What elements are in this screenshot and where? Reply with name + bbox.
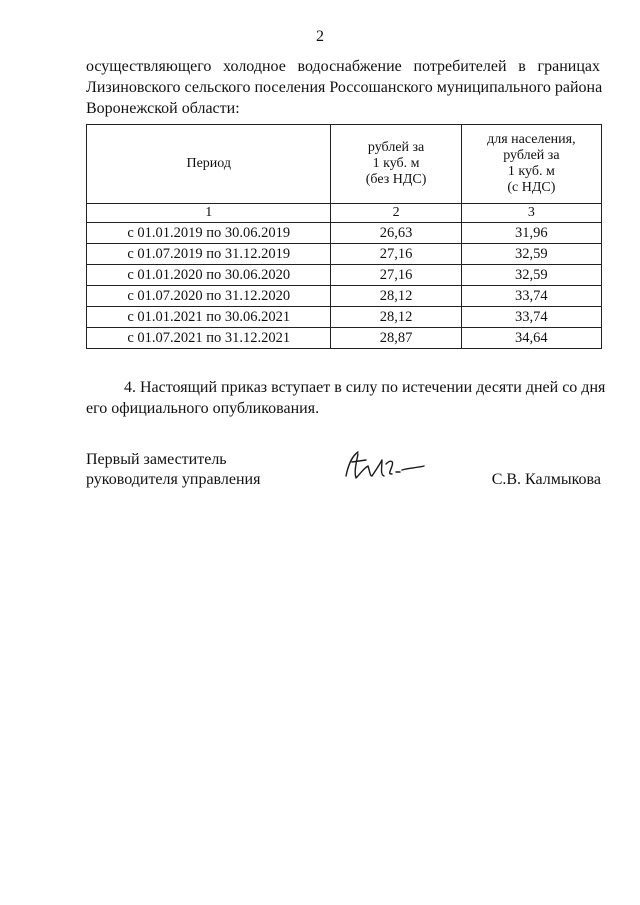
column-number: 3 xyxy=(461,204,601,223)
price-cell: 28,12 xyxy=(331,307,461,328)
period-cell: с 01.07.2021 по 31.12.2021 xyxy=(87,328,331,349)
table-row xyxy=(87,265,602,286)
header-price-vat xyxy=(461,125,601,204)
clause-line: 4. Настоящий приказ вступает в силу по истечении десяти дней со дня xyxy=(124,379,606,396)
price-vat-cell: 32,59 xyxy=(461,265,601,286)
price-vat-cell: 31,96 xyxy=(461,223,601,244)
signatory-name: С.В. Калмыкова xyxy=(491,471,601,488)
price-vat-cell: 33,74 xyxy=(461,307,601,328)
header-price-vat-line: для населения, xyxy=(487,132,576,147)
price-cell: 27,16 xyxy=(331,265,461,286)
header-price-vat-line: 1 куб. м xyxy=(507,164,555,179)
intro-line: осуществляющего холодное водоснабжение потребителей в границах xyxy=(86,58,600,75)
signatory-title-line: Первый заместитель xyxy=(86,451,227,468)
price-cell: 27,16 xyxy=(331,244,461,265)
table-row xyxy=(87,328,602,349)
header-price-vat-line: рублей за xyxy=(503,148,560,163)
intro-paragraph xyxy=(86,56,603,119)
period-cell: с 01.01.2021 по 30.06.2021 xyxy=(87,307,331,328)
price-vat-cell: 32,59 xyxy=(461,244,601,265)
intro-line: Лизиновского сельского поселения Россошанского муниципального района xyxy=(86,79,603,96)
tariff-table xyxy=(86,124,602,349)
price-vat-cell: 34,64 xyxy=(461,328,601,349)
header-price-line: (без НДС) xyxy=(365,172,427,187)
header-price-vat-line: (с НДС) xyxy=(507,180,556,195)
price-cell: 26,63 xyxy=(331,223,461,244)
column-number: 1 xyxy=(87,204,331,223)
period-cell: с 01.07.2020 по 31.12.2020 xyxy=(87,286,331,307)
signatory-title xyxy=(86,450,260,490)
clause-line: его официального опубликования. xyxy=(86,400,320,417)
column-number: 2 xyxy=(331,204,461,223)
price-cell: 28,12 xyxy=(331,286,461,307)
column-number-row xyxy=(87,204,602,223)
table-row xyxy=(87,307,602,328)
header-price-line: рублей за xyxy=(367,140,425,155)
period-cell: с 01.07.2019 по 31.12.2019 xyxy=(87,244,331,265)
table-row xyxy=(87,223,602,244)
header-price-line: 1 куб. м xyxy=(372,156,420,171)
handwritten-signature xyxy=(338,446,428,486)
price-cell: 28,87 xyxy=(331,328,461,349)
intro-line: Воронежской области: xyxy=(86,100,240,117)
signatory-title-line: руководителя управления xyxy=(86,471,261,488)
page-number: 2 xyxy=(316,28,324,45)
header-period: Период xyxy=(87,125,331,204)
period-cell: с 01.01.2020 по 30.06.2020 xyxy=(87,265,331,286)
table-row xyxy=(87,286,602,307)
price-vat-cell: 33,74 xyxy=(461,286,601,307)
header-price xyxy=(331,125,461,204)
table-row xyxy=(87,244,602,265)
table-header-row xyxy=(87,125,602,204)
clause-paragraph xyxy=(86,377,606,419)
period-cell: с 01.01.2019 по 30.06.2019 xyxy=(87,223,331,244)
